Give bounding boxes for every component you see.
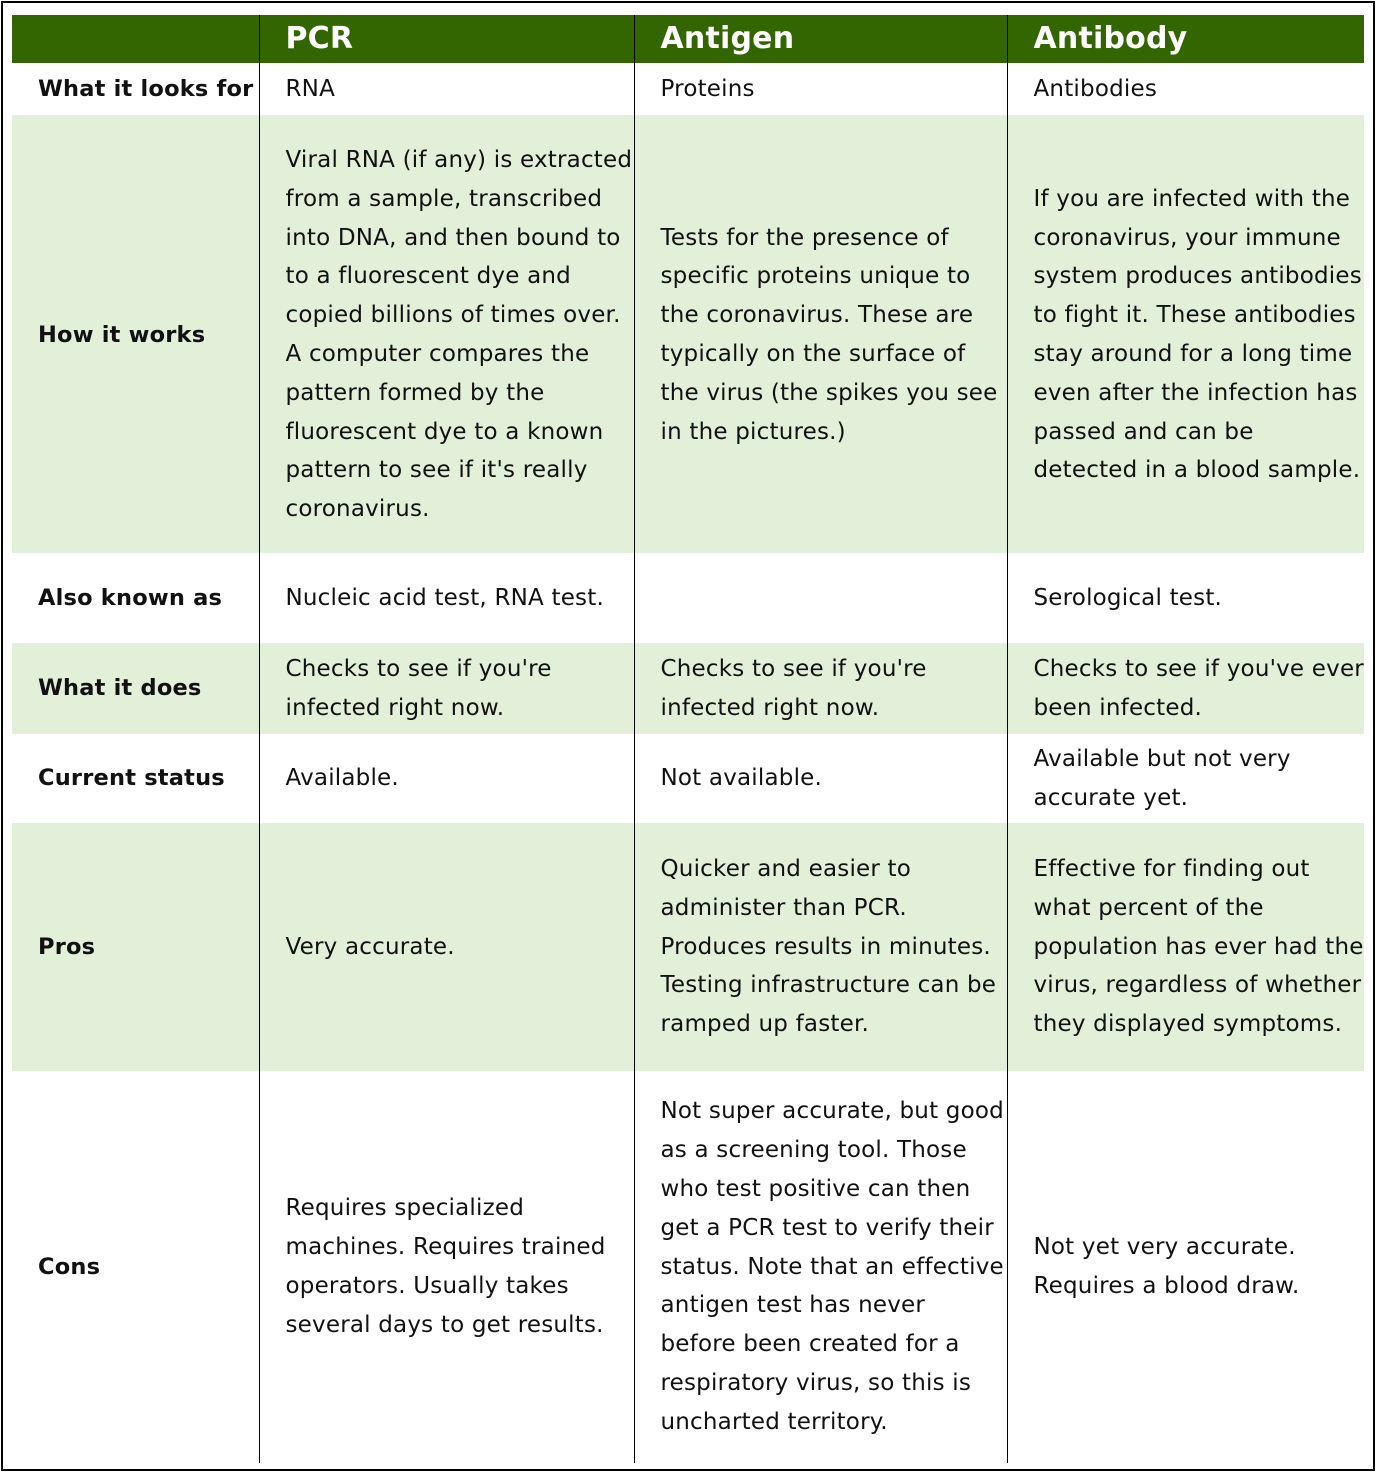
cell-pcr: Checks to see if you're infected right now. [259, 643, 634, 734]
table-row [12, 823, 1364, 1071]
cell-antibody: Serological test. [1007, 553, 1364, 643]
cell-antibody: Checks to see if you've ever been infected. [1007, 643, 1364, 734]
cell-antigen: Not super accurate, but good as a screening tool. Those who test positive can then get a PCR test to verify their status. Note that an effective antigen test has never before been created for a respiratory virus, so this is uncharted territory. [634, 1071, 1007, 1463]
cell-antigen: Quicker and easier to administer than PCR. Produces results in minutes. Testing infrastructure can be ramped up faster. [634, 823, 1007, 1071]
cell-pcr: Very accurate. [259, 823, 634, 1071]
cell-antibody: Effective for finding out what percent of the population has ever had the virus, regardless of whether they displayed symptoms. [1007, 823, 1364, 1071]
header-row [12, 15, 1364, 63]
cell-pcr: Available. [259, 734, 634, 823]
row-label: How it works [12, 115, 259, 553]
cell-pcr: Viral RNA (if any) is extracted from a sample, transcribed into DNA, and then bound to to a fluorescent dye and copied billions of times over. A computer compares the pattern formed by the fluorescent dye to a known pattern to see if it's really coronavirus. [259, 115, 634, 553]
column-header-antibody: Antibody [1007, 15, 1364, 63]
cell-antibody: Not yet very accurate. Requires a blood draw. [1007, 1071, 1364, 1463]
table-row [12, 1071, 1364, 1463]
cell-pcr: Requires specialized machines. Requires trained operators. Usually takes several days to get results. [259, 1071, 634, 1463]
table-row [12, 734, 1364, 823]
cell-antibody: If you are infected with the coronavirus, your immune system produces antibodies to fight it. These antibodies stay around for a long time even after the infection has passed and can be detected in a blood sample. [1007, 115, 1364, 553]
table-row [12, 553, 1364, 643]
column-header-antigen: Antigen [634, 15, 1007, 63]
comparison-table [12, 15, 1364, 1463]
cell-pcr: Nucleic acid test, RNA test. [259, 553, 634, 643]
cell-antigen: Tests for the presence of specific proteins unique to the coronavirus. These are typically on the surface of the virus (the spikes you see in the pictures.) [634, 115, 1007, 553]
row-label: Pros [12, 823, 259, 1071]
row-label: What it looks for [12, 63, 259, 115]
cell-antigen: Checks to see if you're infected right now. [634, 643, 1007, 734]
table-row [12, 115, 1364, 553]
cell-antigen: Not available. [634, 734, 1007, 823]
cell-antibody: Available but not very accurate yet. [1007, 734, 1364, 823]
cell-pcr: RNA [259, 63, 634, 115]
table-row [12, 63, 1364, 115]
header-corner-cell [12, 15, 259, 63]
column-header-pcr: PCR [259, 15, 634, 63]
row-label: Also known as [12, 553, 259, 643]
cell-antigen [634, 553, 1007, 643]
row-label: Current status [12, 734, 259, 823]
table-row [12, 643, 1364, 734]
cell-antibody: Antibodies [1007, 63, 1364, 115]
row-label: Cons [12, 1071, 259, 1463]
cell-antigen: Proteins [634, 63, 1007, 115]
row-label: What it does [12, 643, 259, 734]
